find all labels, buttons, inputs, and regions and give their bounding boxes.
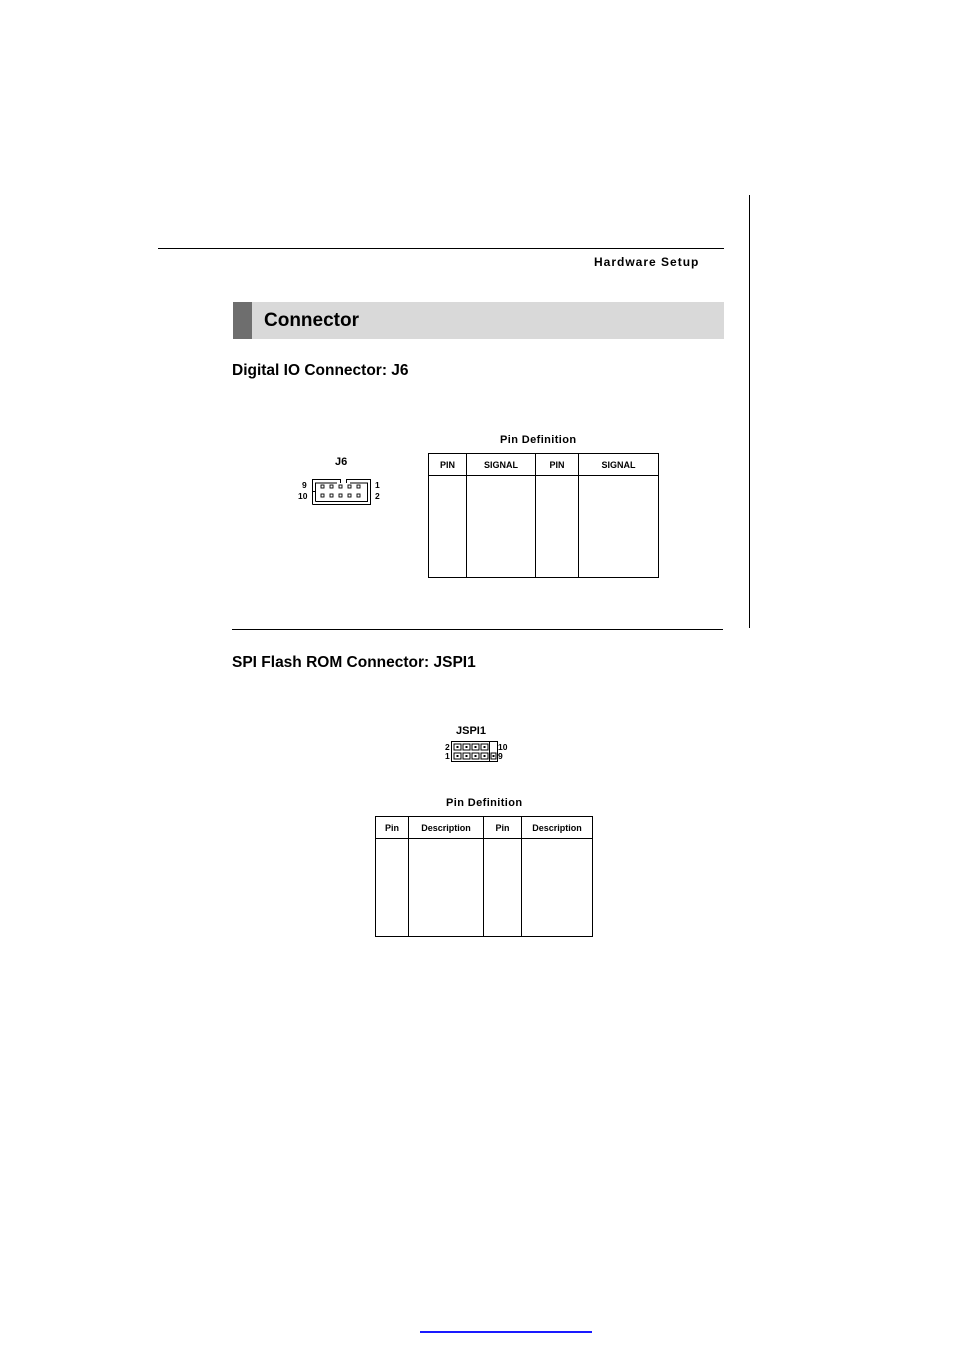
column-header-pin: Pin xyxy=(376,817,409,839)
footer-link-underline[interactable] xyxy=(420,1331,592,1333)
jspi1-pin-label-10: 10 xyxy=(498,742,508,752)
j6-pin-label-10: 10 xyxy=(298,491,308,501)
j6-pin-definition-table xyxy=(428,453,659,578)
jspi1-pin-dot xyxy=(466,755,468,757)
jspi1-pin-dot xyxy=(475,755,477,757)
table-cell xyxy=(409,839,484,937)
jspi1-connector-label: JSPI1 xyxy=(456,725,486,737)
jspi1-pin-label-2: 2 xyxy=(445,742,450,752)
spi-flash-heading: SPI Flash ROM Connector: JSPI1 xyxy=(232,654,476,671)
jspi1-pin-dot xyxy=(457,755,459,757)
j6-pin-label-1: 1 xyxy=(375,480,380,490)
digital-io-heading: Digital IO Connector: J6 xyxy=(232,362,409,379)
table-cell xyxy=(467,476,536,578)
j6-pin-5-square xyxy=(357,485,360,488)
jspi1-pin-dot xyxy=(484,746,486,748)
j6-pin-10-square xyxy=(357,494,360,497)
column-header-pin: PIN xyxy=(536,454,579,476)
table-cell xyxy=(522,839,593,937)
j6-pin-3-square xyxy=(339,485,342,488)
jspi1-pin-label-9: 9 xyxy=(498,751,503,761)
j6-pin-1-square xyxy=(321,485,324,488)
jspi1-pin-dot xyxy=(484,755,486,757)
column-header-description: Description xyxy=(522,817,593,839)
j6-pin-label-2: 2 xyxy=(375,491,380,501)
j6-connector-diagram xyxy=(310,475,374,507)
section-divider xyxy=(232,629,723,630)
column-header-description: Description xyxy=(409,817,484,839)
j6-pin-7-square xyxy=(330,494,333,497)
column-header-pin: PIN xyxy=(429,454,467,476)
table-cell xyxy=(376,839,409,937)
section-banner xyxy=(233,302,724,339)
table-row xyxy=(376,839,593,937)
j6-connector-label: J6 xyxy=(335,456,348,468)
j6-pin-6-square xyxy=(321,494,324,497)
column-header-signal: SIGNAL xyxy=(467,454,536,476)
j6-pin-8-square xyxy=(339,494,342,497)
table-cell xyxy=(429,476,467,578)
banner-accent-bar xyxy=(233,302,252,339)
table-cell xyxy=(484,839,522,937)
table-header-row xyxy=(376,817,593,839)
j6-pin-9-square xyxy=(348,494,351,497)
jspi1-pin-dot xyxy=(457,746,459,748)
jspi1-pin-dot xyxy=(493,755,495,757)
jspi1-table-caption: Pin Definition xyxy=(446,797,523,809)
running-header: Hardware Setup xyxy=(594,255,700,269)
column-header-signal: SIGNAL xyxy=(579,454,659,476)
j6-pin-label-9: 9 xyxy=(302,480,307,490)
j6-pin-4-square xyxy=(348,485,351,488)
j6-table-caption: Pin Definition xyxy=(500,434,577,446)
j6-pin-2-square xyxy=(330,485,333,488)
table-header-row xyxy=(429,454,659,476)
margin-rule xyxy=(749,195,750,628)
jspi1-pin-dot xyxy=(475,746,477,748)
column-header-pin: Pin xyxy=(484,817,522,839)
table-cell xyxy=(536,476,579,578)
table-cell xyxy=(579,476,659,578)
jspi1-pin-dot xyxy=(466,746,468,748)
header-rule xyxy=(158,248,724,249)
jspi1-connector-diagram xyxy=(451,741,499,763)
jspi1-pin-definition-table xyxy=(375,816,593,937)
table-row xyxy=(429,476,659,578)
jspi1-pin-label-1: 1 xyxy=(445,751,450,761)
banner-title: Connector xyxy=(264,310,359,331)
